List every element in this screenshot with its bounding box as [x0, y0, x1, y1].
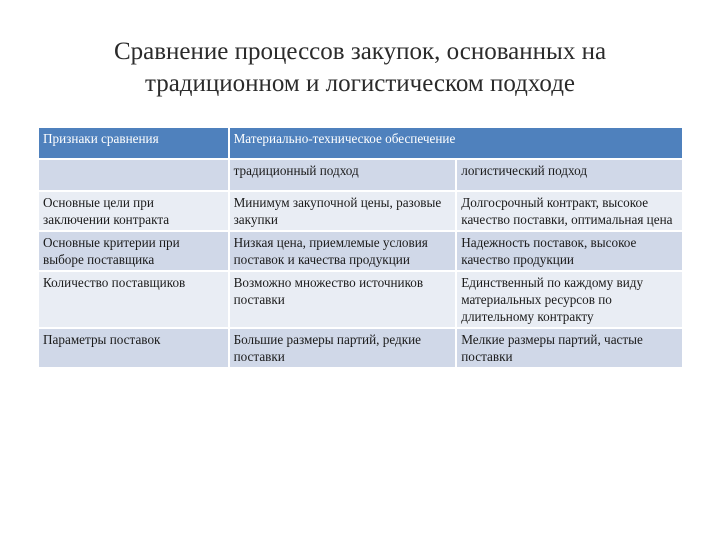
row-logistic: Надежность поставок, высокое качество продукции [457, 232, 682, 270]
row-criterion: Количество поставщиков [39, 272, 228, 327]
row-criterion: Основные критерии при выборе поставщика [39, 232, 228, 270]
title-line-1: Сравнение процессов закупок, основанных на [113, 38, 607, 65]
header-criteria: Признаки сравнения [39, 128, 228, 158]
title-line-2: традиционном и логистическом подходе [144, 70, 576, 97]
table-header-row [39, 128, 682, 158]
row-logistic: Долгосрочный контракт, высокое качество поставки, оптимальная цена [457, 192, 682, 230]
row-traditional: Возможно множество источников поставки [230, 272, 456, 327]
row-traditional: Большие размеры партий, редкие поставки [230, 329, 456, 367]
slide-title [40, 36, 680, 100]
subheader-traditional: традиционный подход [230, 160, 456, 190]
table-row [39, 232, 682, 270]
row-criterion: Основные цели при заключении контракта [39, 192, 228, 230]
table-subheader-row [39, 160, 682, 190]
subheader-logistic: логистический подход [457, 160, 682, 190]
row-traditional: Низкая цена, приемлемые условия поставок и качества продукции [230, 232, 456, 270]
comparison-table [37, 126, 684, 369]
row-criterion: Параметры поставок [39, 329, 228, 367]
subheader-empty-cell [39, 160, 228, 190]
row-traditional: Минимум закупочной цены, разовые закупки [230, 192, 456, 230]
row-logistic: Единственный по каждому виду материальных ресурсов по длительному контракту [457, 272, 682, 327]
table-row [39, 329, 682, 367]
table-row [39, 272, 682, 327]
table-row [39, 192, 682, 230]
row-logistic: Мелкие размеры партий, частые поставки [457, 329, 682, 367]
header-supply: Материально-техническое обеспечение [230, 128, 682, 158]
